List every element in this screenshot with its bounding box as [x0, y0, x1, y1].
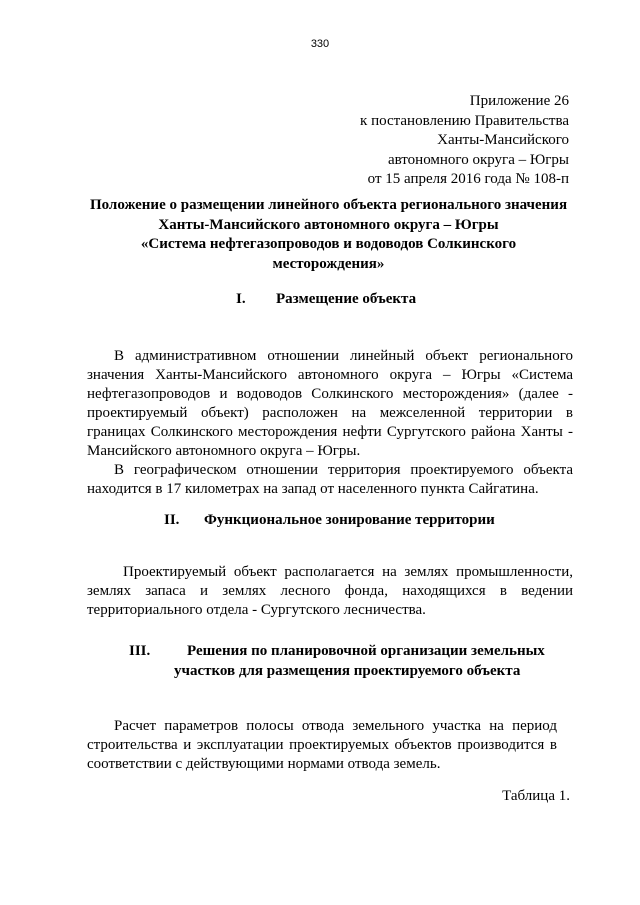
section-title: Функциональное зонирование территории [204, 512, 495, 528]
title-line: Положение о размещении линейного объекта регионального значения [89, 197, 568, 213]
section-number: II. [164, 512, 180, 528]
section-1-body [87, 347, 573, 499]
section-3-body [87, 717, 557, 774]
section-number: I. [236, 291, 246, 307]
section-number: III. [129, 643, 151, 659]
appendix-line: от 15 апреля 2016 года № 108-п [367, 171, 569, 187]
title-line: Ханты-Мансийского автономного округа – Югры [158, 216, 499, 233]
section-title: Решения по планировочной организации земельных [187, 643, 545, 659]
appendix-line: автономного округа – Югры [387, 151, 569, 168]
document-title [80, 196, 577, 274]
title-line: «Система нефтегазопроводов и водоводов Солкинского [140, 236, 517, 252]
paragraph: В географическом отношении территория проектируемого объекта находится в 17 километрах на запад от населенного пункта Сайгатина. [87, 462, 573, 497]
appendix-line: к постановлению Правительства [360, 112, 569, 129]
page-number: 330 [310, 38, 330, 50]
section-title: Размещение объекта [276, 291, 417, 307]
section-title: участков для размещения проектируемого объекта [174, 663, 521, 679]
appendix-line: Ханты-Мансийского [437, 132, 569, 148]
table-label: Таблица 1. [502, 788, 570, 804]
appendix-block [360, 92, 569, 190]
section-2-body [87, 563, 573, 620]
paragraph: Проектируемый объект располагается на землях промышленности, землях запаса и землях лесного фонда, находящихся в ведении территориального отдела - Сургутского лесничества. [87, 564, 573, 618]
paragraph: В административном отношении линейный объект регионального значения Ханты-Мансийского автономного округа – Югры «Система нефтегазопроводов и водоводов Солкинского месторождения» (далее - проектируемый объект) расположен на межселенной территории в границах Солкинского месторождения нефти Сургутского района Ханты - Мансийского автономного округа – Югры. [87, 348, 573, 459]
paragraph: Расчет параметров полосы отвода земельного участка на период строительства и эксплуатации проектируемых объектов производится в соответствии с действующими нормами отвода земель. [87, 718, 557, 772]
title-line: месторождения» [272, 255, 385, 272]
appendix-line: Приложение 26 [469, 93, 569, 109]
